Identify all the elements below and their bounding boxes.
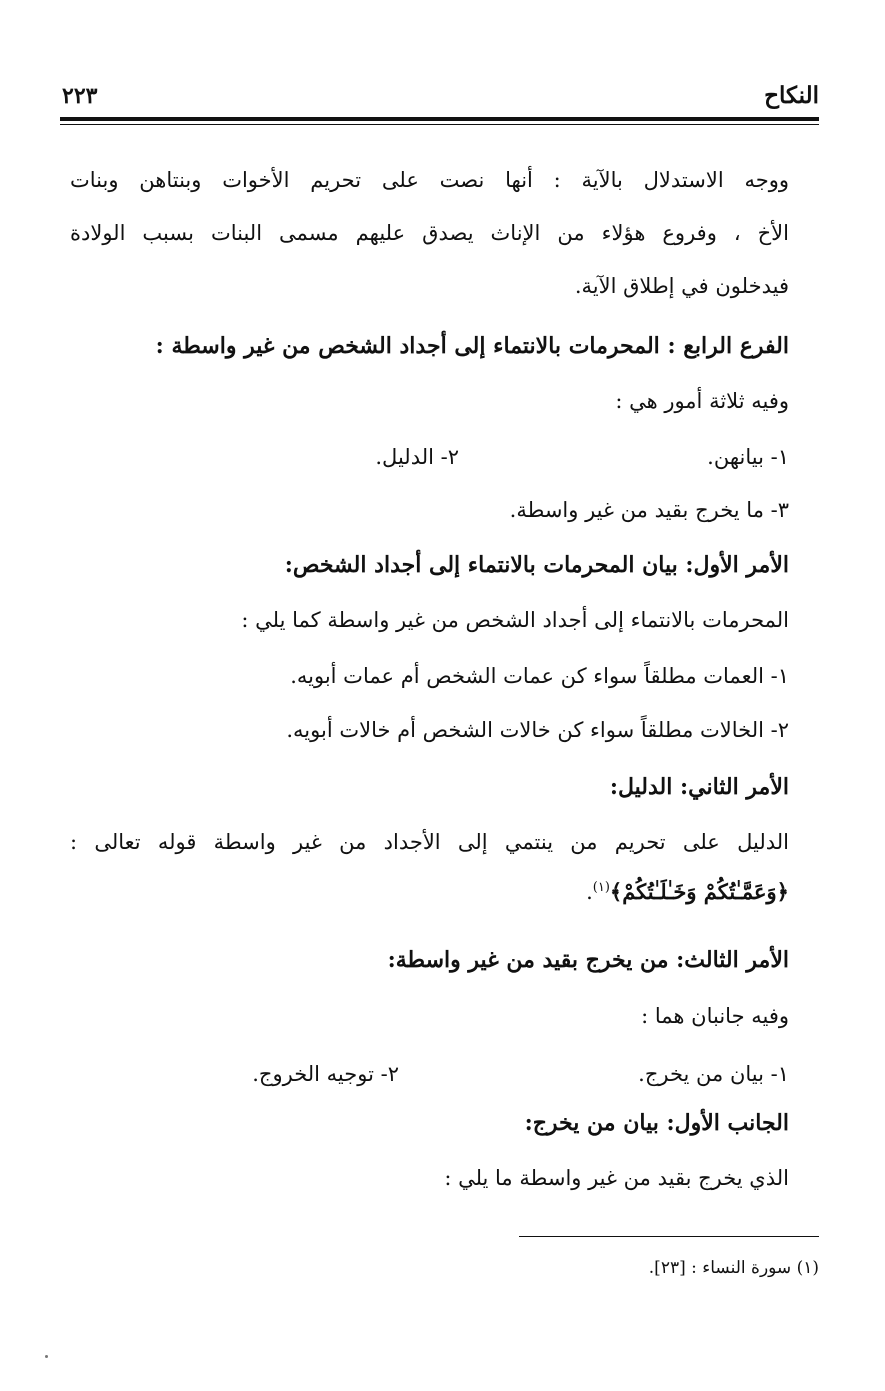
paragraph-line: الأخ ، وفروع هؤلاء من الإناث يصدق عليهم مسمى البنات بسبب الولادة [70,221,789,245]
list-item: ١- العمات مطلقاً سواء كن عمات الشخص أم عمات أبويه. [290,664,789,688]
paragraph-line: الدليل على تحريم من ينتمي إلى الأجداد من غير واسطة قوله تعالى : [70,830,789,854]
section-heading: الجانب الأول: بيان من يخرج: [524,1110,789,1136]
scan-speck [45,1355,48,1358]
two-column-list [70,1054,789,1094]
list-item: ٣- ما يخرج بقيد من غير واسطة. [509,498,789,522]
list-item: ١- بيانهن. [707,445,789,469]
section-heading: الأمر الأول: بيان المحرمات بالانتماء إلى أجداد الشخص: [284,552,789,578]
sentence-end: . [586,880,593,904]
chapter-title: النكاح [764,82,819,109]
paragraph-line: وفيه جانبان هما : [641,1004,789,1028]
footnote-rule [519,1236,819,1237]
section-heading: الفرع الرابع : المحرمات بالانتماء إلى أجداد الشخص من غير واسطة : [155,333,789,359]
paragraph-line: وفيه ثلاثة أمور هي : [615,389,789,413]
footnote: (١) سورة النساء : [٢٣]. [648,1258,819,1278]
paragraph-line: الذي يخرج بقيد من غير واسطة ما يلي : [444,1166,789,1190]
quran-quote: ﴿وَعَمَّـٰتُكُمْ وَخَـٰلَـٰتُكُمْ﴾ [609,879,789,904]
page-body [70,0,789,1230]
footnote-ref: (١) [592,880,610,895]
two-column-list [70,437,789,477]
list-item: ٢- الخالات مطلقاً سواء كن خالات الشخص أم خالات أبويه. [286,718,789,742]
list-item: ٢- الدليل. [375,445,459,469]
paragraph-line: ووجه الاستدلال بالآية : أنها نصت على تحريم الأخوات وبنتاهن وبنات [70,168,789,192]
section-heading: الأمر الثاني: الدليل: [609,774,789,800]
section-heading: الأمر الثالث: من يخرج بقيد من غير واسطة: [387,947,789,973]
paragraph-line: المحرمات بالانتماء إلى أجداد الشخص من غير واسطة كما يلي : [241,608,789,632]
list-item: ٢- توجيه الخروج. [252,1062,399,1086]
page-number: ٢٢٣ [62,83,98,109]
paragraph-line: فيدخلون في إطلاق الآية. [574,274,789,298]
paragraph-line [70,872,789,912]
list-item: ١- بيان من يخرج. [638,1062,789,1086]
